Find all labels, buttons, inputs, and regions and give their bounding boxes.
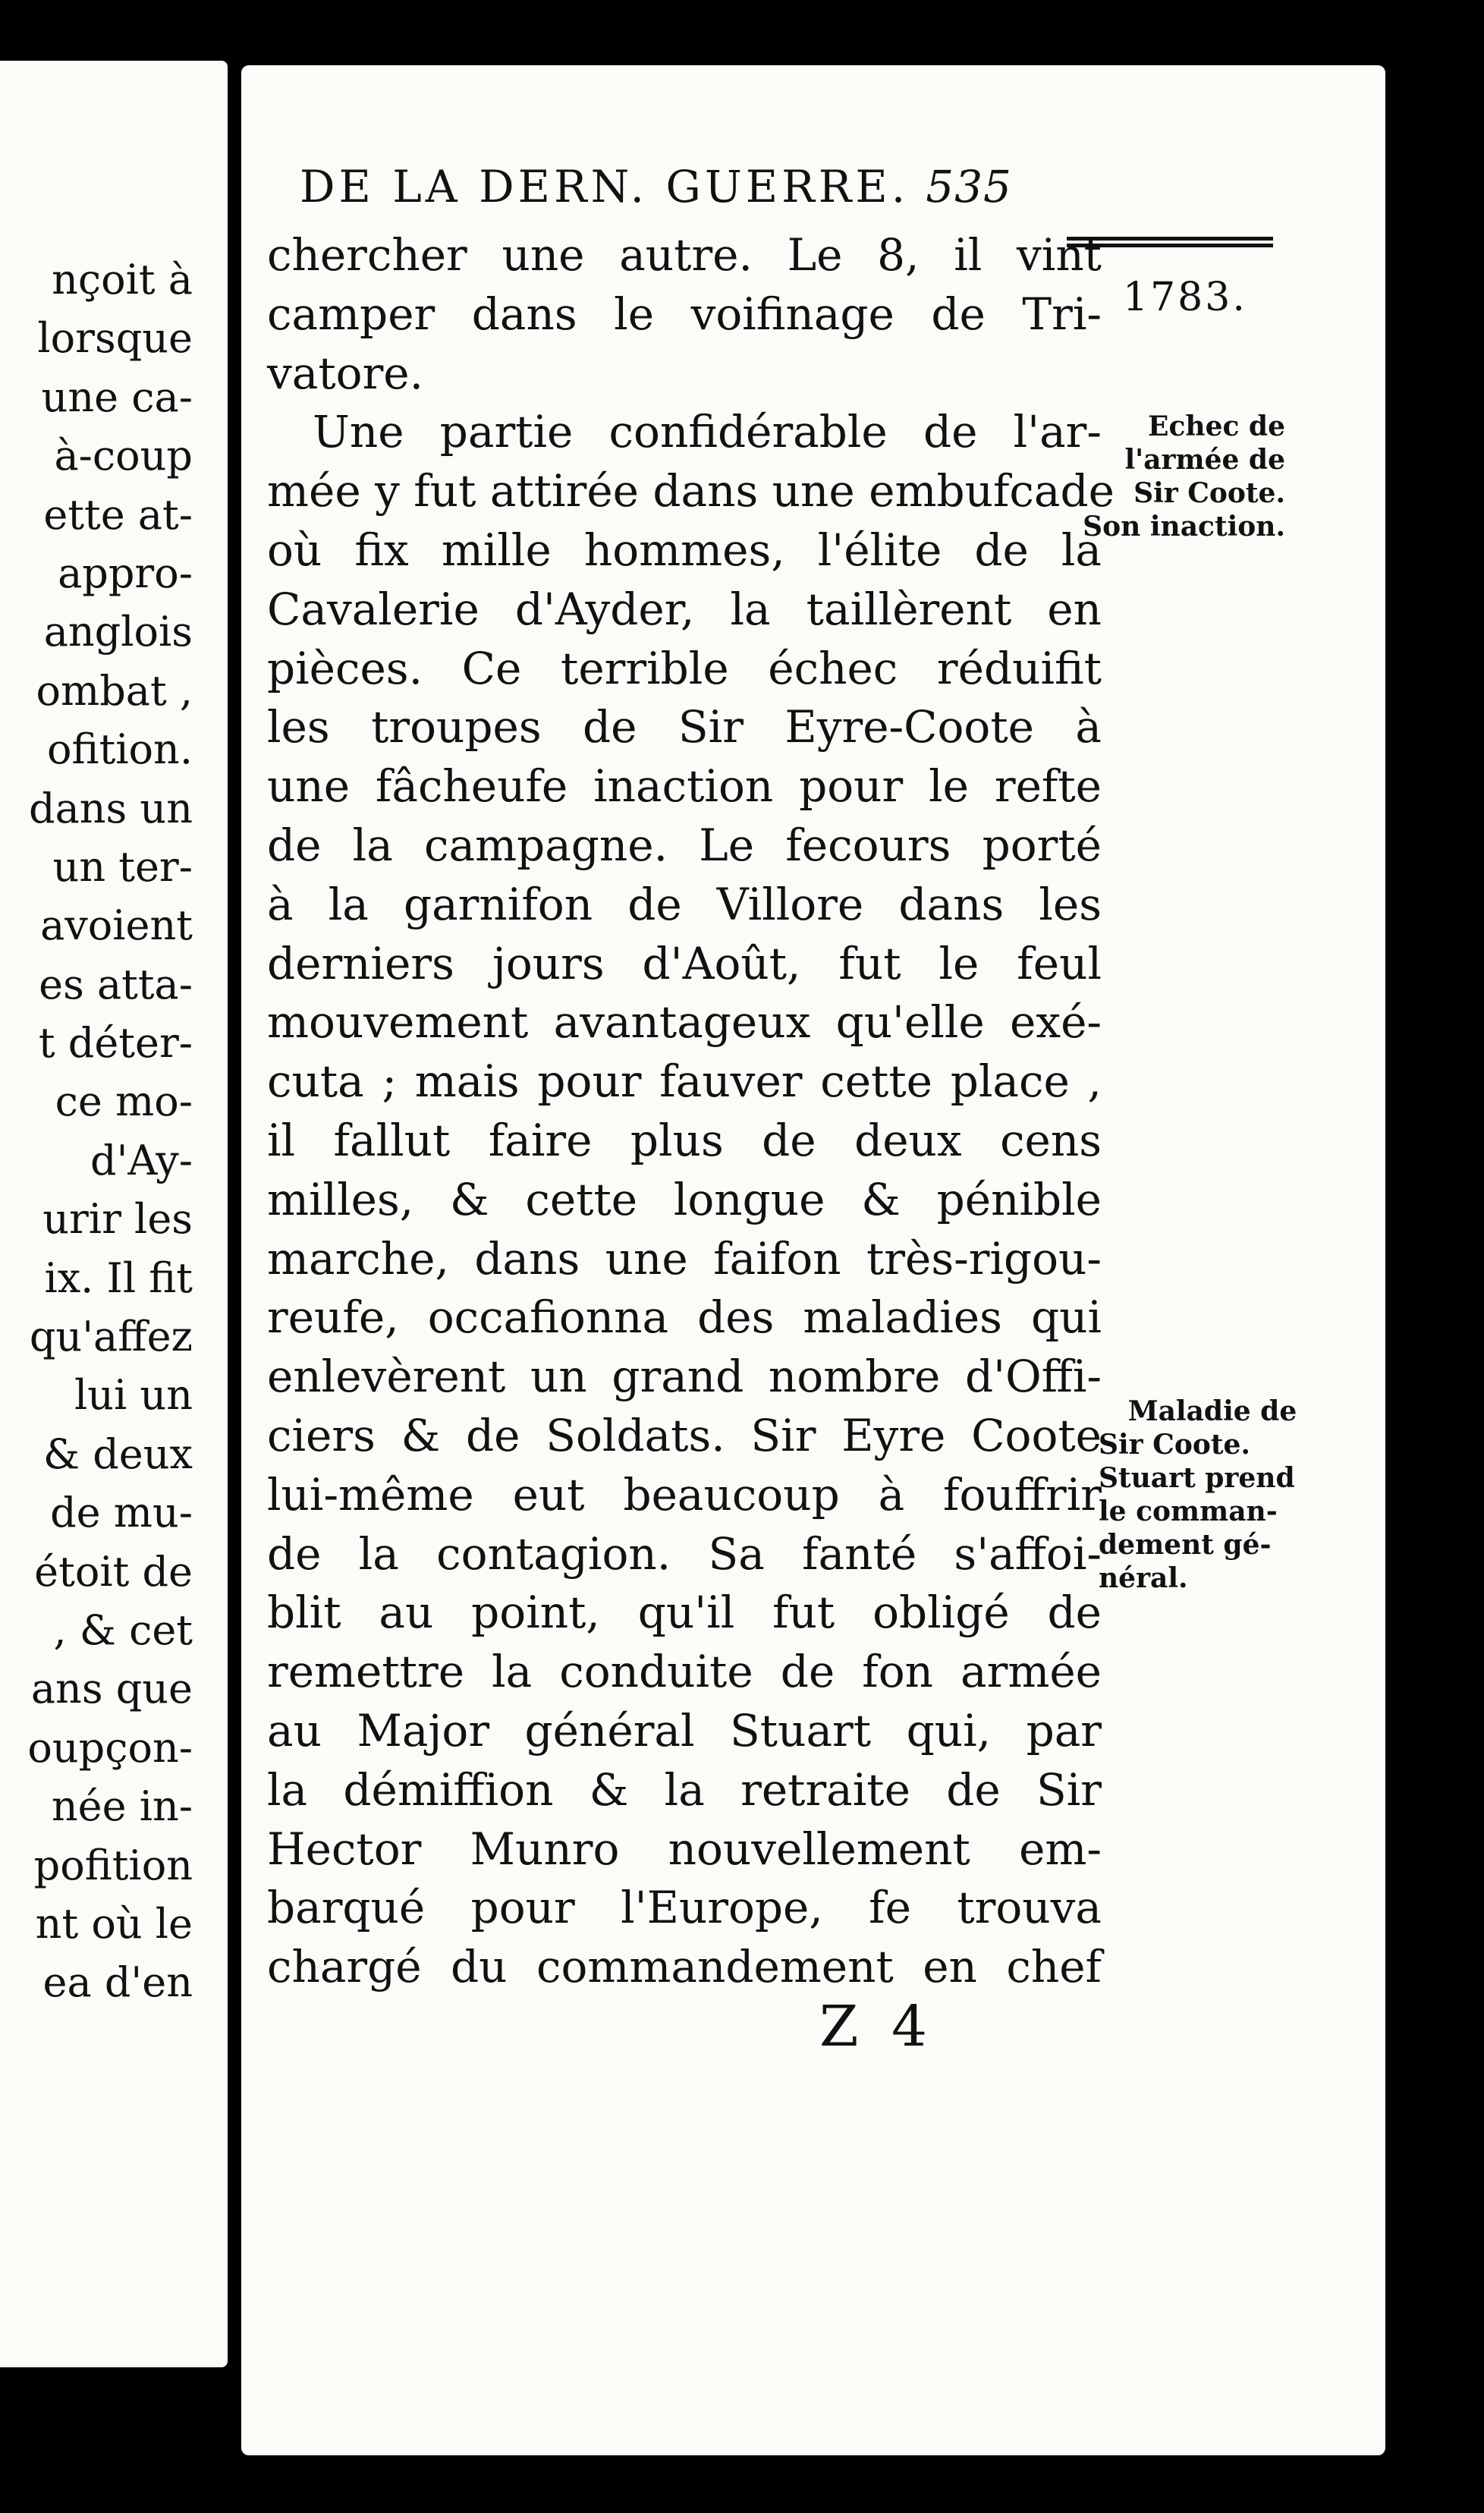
main-text-block <box>267 226 1115 1997</box>
text-line: reufe, occafionna des maladies qui <box>267 1291 1102 1344</box>
text-line: mouvement avantageux qu'elle exé- <box>267 996 1102 1049</box>
text-line: à la garnifon de Villore dans les <box>267 878 1102 930</box>
text-line: barqué pour l'Europe, fe trouva <box>267 1882 1102 1934</box>
left-page-text <box>0 250 193 2012</box>
text-line: enlevèrent un grand nombre d'Offi- <box>267 1351 1102 1403</box>
signature-mark: Z 4 <box>819 1994 935 2059</box>
text-line: remettre la conduite de fon armée <box>267 1646 1102 1698</box>
text-line: de la campagne. Le fecours porté <box>267 819 1102 871</box>
margin-note-line: Sir Coote. <box>1099 1429 1250 1461</box>
left-page-line: nçoit à <box>52 256 193 304</box>
text-line: Hector Munro nouvellement em- <box>267 1823 1102 1875</box>
left-page-line: lui un <box>74 1371 193 1420</box>
margin-note-line: Maladie de <box>1127 1395 1297 1427</box>
margin-note-echec <box>1058 410 1285 543</box>
left-page-fragment <box>0 61 228 2367</box>
left-page-line: d'Ay- <box>90 1136 193 1184</box>
left-page-line: ofition. <box>47 725 193 774</box>
left-page-line: avoient <box>40 901 193 950</box>
left-page-line: lorsque <box>37 314 193 363</box>
margin-note-line: dement gé- <box>1099 1529 1272 1561</box>
text-line: au Major général Stuart qui, par <box>267 1704 1102 1757</box>
text-line: camper dans le voifinage de Tri- <box>267 288 1102 340</box>
running-title: DE LA DERN. GUERRE. <box>300 161 910 212</box>
margin-note-line: le comman- <box>1099 1496 1278 1527</box>
left-page-line: une ca- <box>41 373 193 421</box>
text-line: ciers & de Soldats. Sir Eyre Coote <box>267 1409 1102 1461</box>
margin-note-line: Son inaction. <box>1083 511 1285 543</box>
margin-note-line: Echec de <box>1148 410 1285 442</box>
margin-note-maladie <box>1099 1395 1326 1595</box>
left-page-line: dans un <box>29 784 193 832</box>
margin-note-line: néral. <box>1099 1562 1188 1594</box>
text-line: vatore. <box>267 347 424 399</box>
year-marginal: 1783. <box>1123 275 1247 320</box>
text-line: Cavalerie d'Ayder, la taillèrent en <box>267 583 1102 635</box>
left-page-line: oupçon- <box>27 1723 193 1772</box>
left-page-line: es atta- <box>39 960 193 1008</box>
left-page-line: urir les <box>42 1195 193 1244</box>
text-line: Une partie confidérable de l'ar- <box>313 406 1102 458</box>
margin-note-line: l'armée de <box>1124 444 1285 476</box>
page-number: 535 <box>926 161 1012 212</box>
text-line: chargé du commandement en chef <box>267 1941 1102 1993</box>
text-line: derniers jours d'Août, fut le feul <box>267 937 1102 989</box>
text-line: il fallut faire plus de deux cens <box>267 1114 1102 1166</box>
left-page-line: ette at- <box>43 490 193 539</box>
left-page-line: t déter- <box>38 1019 193 1068</box>
text-line: milles, & cette longue & pénible <box>267 1173 1102 1225</box>
left-page-line: ombat , <box>36 666 193 715</box>
text-line: pièces. Ce terrible échec réduifit <box>267 642 1102 694</box>
left-page-line: , & cet <box>53 1606 193 1654</box>
left-page-line: qu'affez <box>29 1313 193 1361</box>
margin-note-line: Stuart prend <box>1099 1462 1295 1494</box>
text-line: mée y fut attirée dans une embufcade <box>267 465 1115 517</box>
left-page-line: & deux <box>43 1429 193 1478</box>
text-line: de la contagion. Sa fanté s'affoi- <box>267 1527 1102 1580</box>
text-line: où fix mille hommes, l'élite de la <box>267 524 1102 576</box>
left-page-line: de mu- <box>50 1489 193 1537</box>
running-header <box>300 161 1012 212</box>
left-page-line: ix. Il fit <box>44 1253 193 1302</box>
left-page-line: née in- <box>51 1782 193 1831</box>
text-line: les troupes de Sir Eyre-Coote à <box>267 701 1102 753</box>
text-line: une fâcheufe inaction pour le refte <box>267 760 1102 813</box>
margin-note-line: Sir Coote. <box>1133 477 1285 509</box>
left-page-line: ans que <box>30 1665 193 1713</box>
text-line: cuta ; mais pour fauver cette place , <box>267 1055 1102 1108</box>
left-page-line: ce mo- <box>55 1077 193 1126</box>
text-line: blit au point, qu'il fut obligé de <box>267 1587 1102 1639</box>
left-page-line: anglois <box>43 608 193 656</box>
left-page-line: étoit de <box>34 1547 193 1596</box>
text-line: lui-même eut beaucoup à fouffrir <box>267 1468 1102 1521</box>
left-page-line: pofition <box>33 1841 193 1889</box>
text-line: marche, dans une faifon très-rigou- <box>267 1232 1102 1285</box>
left-page-line: nt où le <box>35 1899 193 1948</box>
text-line: la démiffion & la retraite de Sir <box>267 1763 1102 1816</box>
left-page-line: à-coup <box>54 432 193 480</box>
text-line: chercher une autre. Le 8, il vint <box>267 229 1102 281</box>
left-page-line: appro- <box>58 549 193 597</box>
left-page-line: ea d'en <box>42 1958 193 2007</box>
left-page-line: un ter- <box>52 842 193 891</box>
